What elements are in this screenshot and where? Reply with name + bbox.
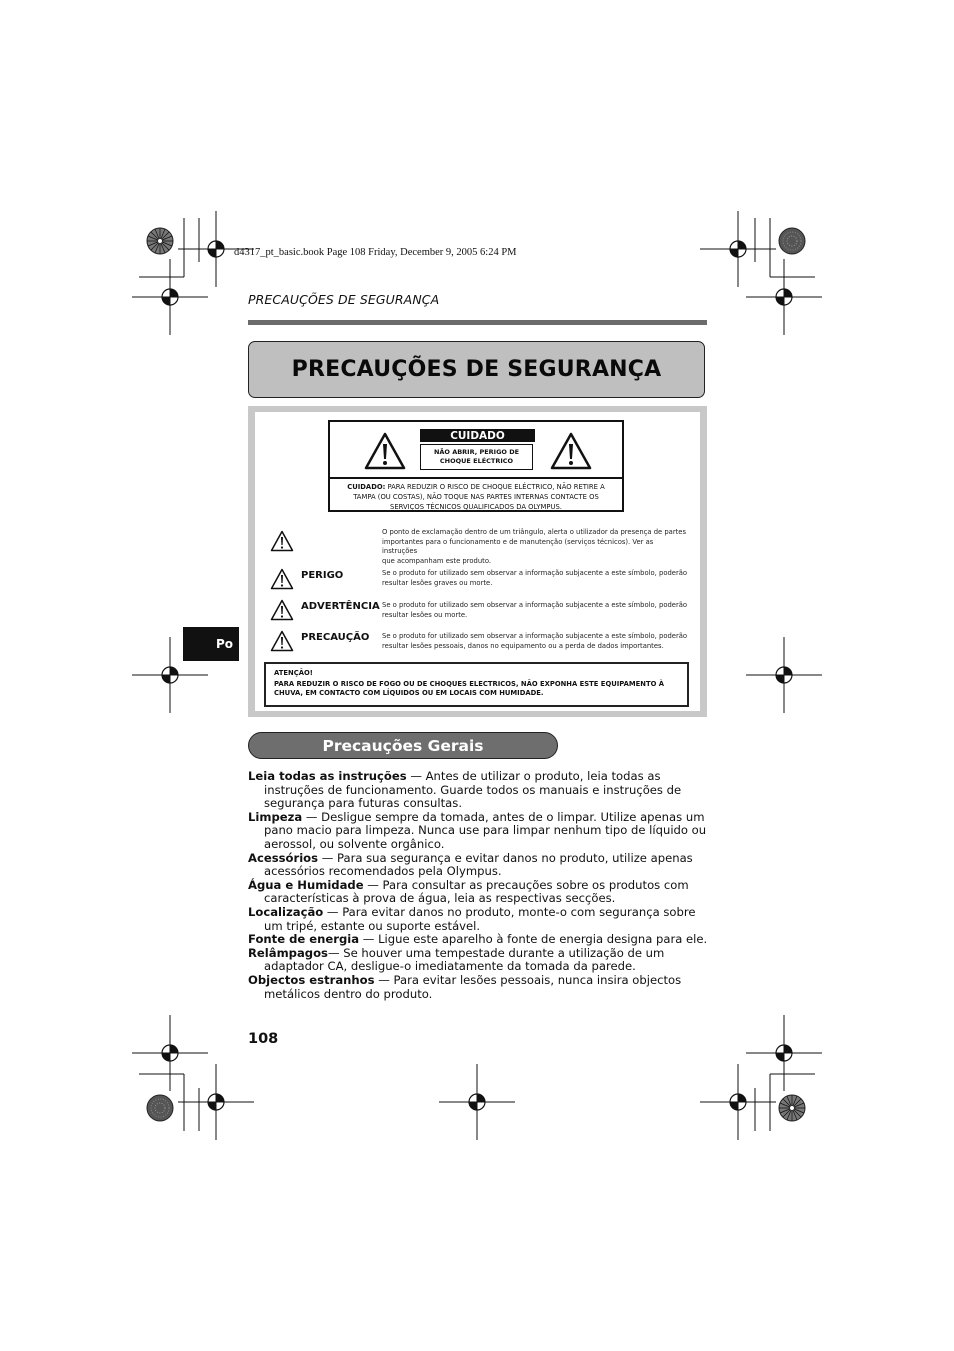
lightning-warning-icon [364,432,406,470]
file-info: d4317_pt_basic.book Page 108 Friday, December 9, 2005 6:24 PM [234,247,517,258]
entry-term: Leia todas as instruções [248,769,407,783]
list-item [248,852,708,879]
caution-text-line: PARA REDUZIR O RISCO DE CHOQUE ELÉCTRICO, NÃO RETIRE A [385,483,605,491]
exclamation-triangle-icon [270,568,294,590]
symbol-description [382,528,688,566]
symbol-description-line: que acompanham este produto. [382,556,492,565]
symbol-description [382,632,688,651]
language-tab: Po [183,627,239,661]
entry-text: — Desligue sempre da tomada, antes de o limpar. Utilize apenas um pano macio para limpeza. Nunca use para limpar nenhum tipo de líquido ou aerossol, ou solvente orgânico. [264,809,707,851]
entry-text: — Se houver uma tempestade durante a utilização de um adaptador CA, desligue-o imediatamente da tomada da parede. [264,945,665,974]
symbol-label-advertencia: ADVERTÊNCIA [301,601,380,612]
list-item [248,879,708,906]
list-item [248,770,708,811]
entry-term: Limpeza [248,809,303,824]
entry-term: Localização [248,904,324,919]
list-item [248,906,708,933]
entry-term: Acessórios [248,850,319,865]
entry-text: — Ligue este aparelho à fonte de energia designa para ele. [359,932,708,947]
section-heading-pill [248,732,558,759]
caution-text-strong: CUIDADO: [347,483,386,491]
symbol-description [382,601,688,620]
title-box [248,341,705,398]
exclamation-triangle-icon [270,630,294,652]
entry-text: — Para consultar as precauções sobre os produtos com características à prova de água, leia as respectivas secções. [264,877,689,906]
symbol-description-line: resultar lesões graves ou morte. [382,578,493,587]
exclamation-warning-icon [550,432,592,470]
entry-term: Fonte de energia [248,932,360,947]
exclamation-triangle-icon [270,530,294,552]
symbol-description-line: Se o produto for utilizado sem observar a informação subjacente a este símbolo, poderão [382,569,688,577]
symbol-label-precaucao: PRECAUÇÃO [301,632,370,643]
caution-text [338,482,614,512]
entry-text: — Para evitar lesões pessoais, nunca insira objectos metálicos dentro do produto. [264,972,682,1001]
page-number: 108 [248,1031,279,1047]
symbol-description [382,569,688,588]
cuidado-sub-line: CHOQUE ELÉCTRICO [439,457,514,465]
entry-text: — Antes de utilizar o produto, leia todas as instruções de funcionamento. Guarde todos os manuais e instruções de segurança para futuras consultas. [264,769,682,811]
entry-term: Objectos estranhos [248,972,375,987]
caution-text-line: TAMPA (OU COSTAS), NÃO TOQUE NAS PARTES INTERNAS CONTACTE OS [353,493,599,501]
running-head: PRECAUÇÕES DE SEGURANÇA [248,292,440,307]
page-title: PRECAUÇÕES DE SEGURANÇA [291,357,662,382]
entry-text: — Para evitar danos no produto, monte-o com segurança sobre um tripé, estante ou suporte estável. [264,904,696,933]
entry-term: Água e Humidade [248,877,364,892]
symbol-description-line: resultar lesões ou morte. [382,610,468,619]
symbol-description-line: resultar lesões pessoais, danos no equipamento ou a perda de dados importantes. [382,641,664,650]
symbol-description-line: Se o produto for utilizado sem observar a informação subjacente a este símbolo, poderão [382,632,688,640]
caution-box [328,420,624,512]
cuidado-subtext [420,444,533,470]
caution-text-line: SERVIÇOS TÉCNICOS QUALIFICADOS DA OLYMPUS. [390,503,562,511]
header-rule [248,320,707,325]
symbol-description-line: Se o produto for utilizado sem observar a informação subjacente a este símbolo, poderão [382,601,688,609]
entry-text: — Para sua segurança e evitar danos no produto, utilize apenas acessórios recomendados pela Olympus. [264,850,693,879]
section-title: Precauções Gerais [322,736,484,755]
atencao-heading: ATENÇÃO! [274,669,313,677]
atencao-box [264,662,689,707]
exclamation-triangle-icon [270,599,294,621]
symbol-description-line: importantes para o funcionamento e de manutenção (serviços técnicos). Ver as instruções [382,537,654,555]
list-item [248,974,708,1001]
symbol-description-line: O ponto de exclamação dentro de um triângulo, alerta o utilizador da presença de partes [382,528,687,536]
list-item [248,947,708,974]
caution-header [330,422,622,479]
list-item [248,933,708,947]
entry-term: Relâmpagos [248,945,328,960]
cuidado-sub-line: NÃO ABRIR, PERIGO DE [433,448,520,456]
atencao-line: CHUVA, EM CONTACTO COM LÍQUIDOS OU EM LOCAIS COM HUMIDADE. [274,689,544,697]
list-item [248,811,708,852]
cuidado-label: CUIDADO [420,429,535,442]
precautions-list [248,770,708,1001]
symbol-label-perigo: PERIGO [301,570,344,581]
atencao-line: PARA REDUZIR O RISCO DE FOGO OU DE CHOQUES ELECTRICOS, NÃO EXPONHA ESTE EQUIPAMENTO À [274,679,665,688]
